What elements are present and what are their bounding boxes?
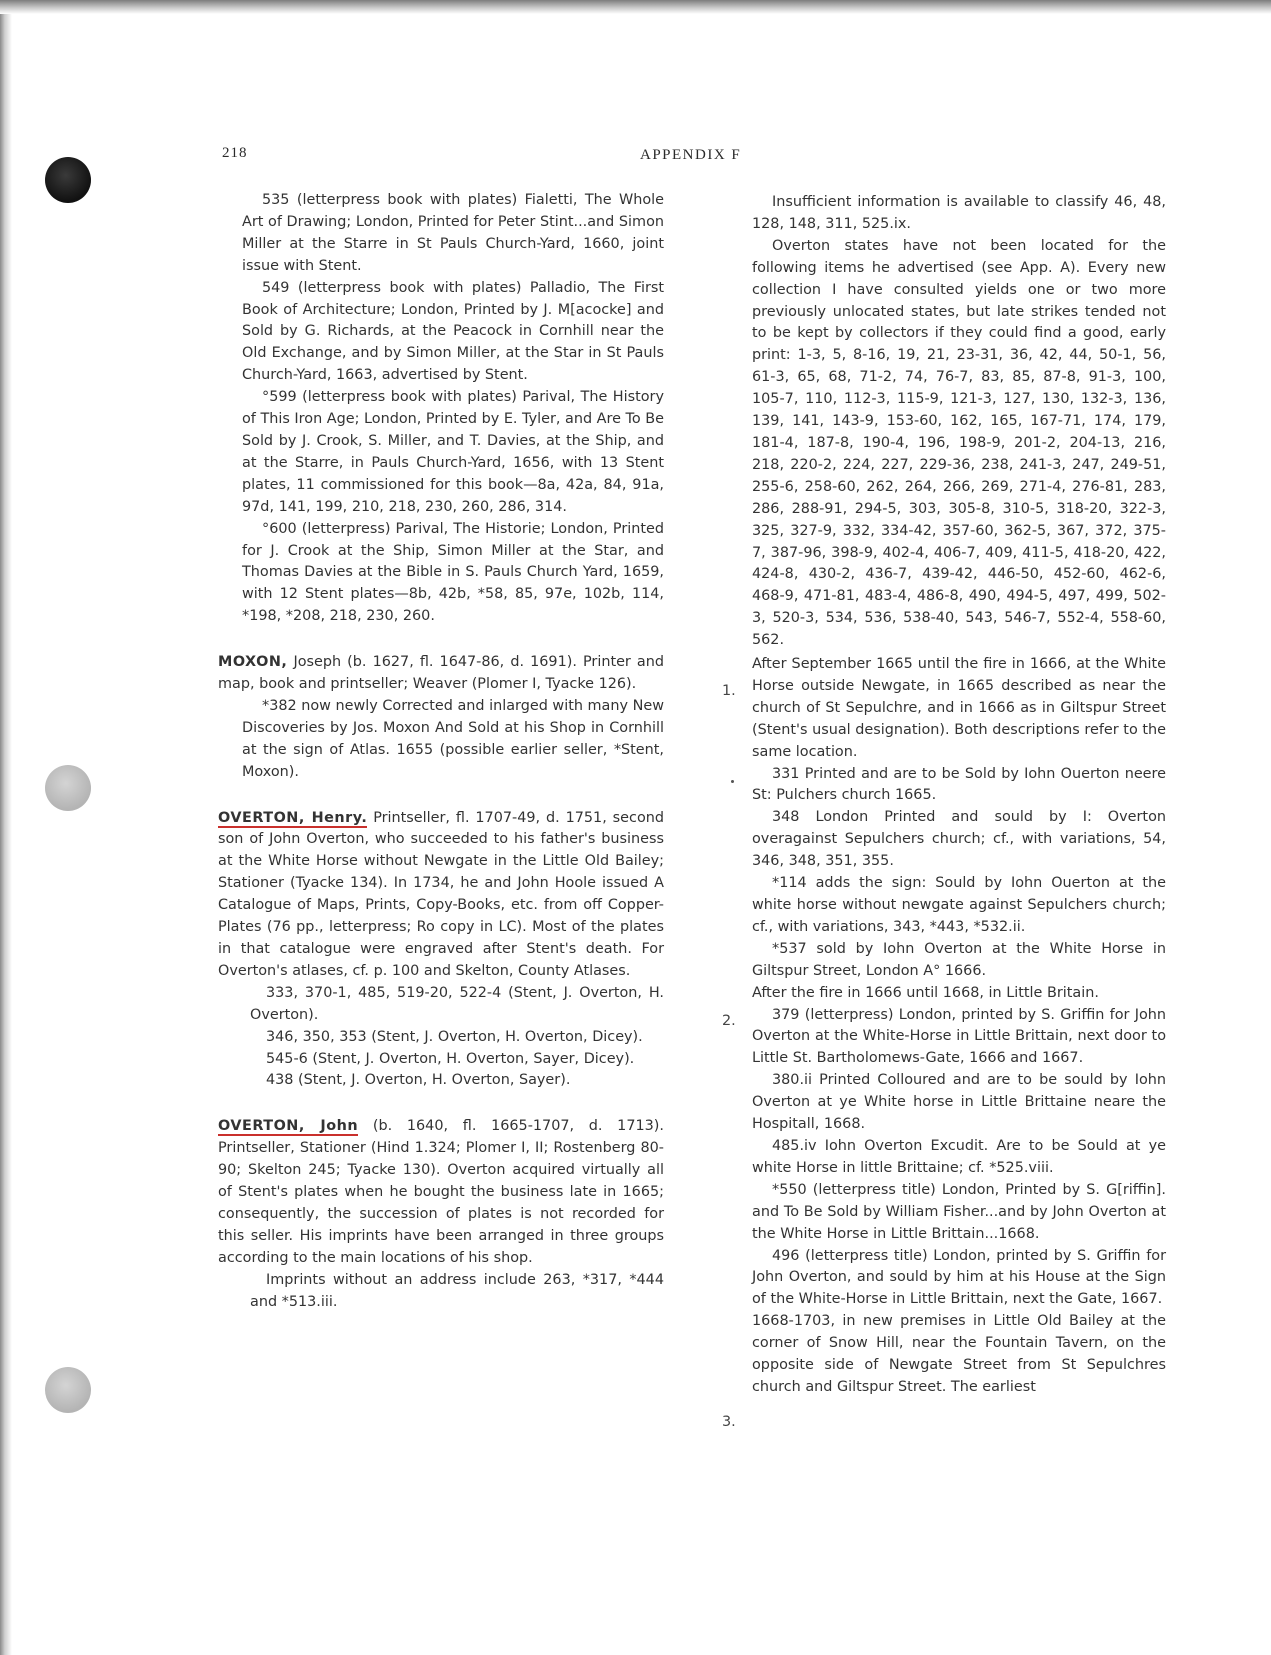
- running-title: APPENDIX F: [640, 147, 742, 163]
- entry-348: 348 London Printed and sould by I: Overton overagainst Sepulchers church; cf., with variations, 54, 346, 348, 351, 355.: [752, 809, 1166, 870]
- section-3-text: 1668-1703, in new premises in Little Old Bailey at the corner of Snow Hill, near the Fountain Tavern, on the opposite side of Newgate Street from St Sepulchres church and Giltspur Street. The earliest: [752, 1313, 1166, 1395]
- section-1-text: After September 1665 until the fire in 1666, at the White Horse outside Newgate, in 1665 described as near the church of St Sepulchre, and in 1666 as in Giltspur Street (Stent's usual designation). Both descriptions refer to the same location.: [752, 656, 1166, 760]
- section-2-text: After the fire in 1666 until 1668, in Little Britain.: [752, 984, 1099, 1001]
- henry-entry-1: 333, 370-1, 485, 519-20, 522-4 (Stent, J. Overton, H. Overton).: [250, 984, 664, 1023]
- entry-114: *114 adds the sign: Sould by Iohn Ouerton at the white horse without newgate against Sepulchers church; cf., with variations, 343, *443, *532.ii.: [752, 875, 1166, 935]
- entry-496: 496 (letterpress title) London, printed by S. Griffin for John Overton, and sould by him at his House at the Sign of the White-Horse in Little Brittain, next the Gate, 1667.: [752, 1247, 1166, 1308]
- entry-380: 380.ii Printed Colloured and are to be sould by Iohn Overton at ye White horse in Little Brittaine neare the Hospitall, 1668.: [752, 1072, 1166, 1133]
- unlocated-states-list: Overton states have not been located for the following items he advertised (see App. A). Every new collection I have consulted yields one or two more previously unlocated states, but late strikes tended not to be kept by collectors if they could find a good, early print: 1-3, 5, 8-16, 19, 21, 23-31, 36, 42, 44, 50-1, 56, 61-3, 65, 68, 71-2, 74, 76-7, 83, 85, 87-8, 91-3, 100, 105-7, 110, 112-3, 115-9, 121-3, 127, 130, 132-3, 136, 139, 141, 143-9, 153-60, 162, 165, 167-71, 174, 179, 181-4, 187-8, 190-4, 196, 198-9, 201-2, 204-13, 216, 218, 220-2, 224, 227, 229-36, 238, 241-3, 247, 249-51, 255-6, 258-60, 262, 264, 266, 269, 271-4, 276-81, 283, 286, 288-91, 294-5, 303, 305-8, 310-5, 318-20, 322-3, 325, 327-9, 332, 334-42, 357-60, 362-5, 367, 372, 375-7, 387-96, 398-9, 402-4, 406-7, 409, 411-5, 418-20, 422, 424-8, 430-2, 436-7, 439-42, 446-50, 452-60, 462-6, 468-9, 471-81, 483-4, 486-8, 490, 494-5, 497, 499, 502-3, 520-3, 534, 536, 538-40, 543, 546-7, 552-4, 558-60, 562.: [752, 237, 1166, 649]
- binder-hole-2: [45, 765, 91, 811]
- entry-599: °599 (letterpress book with plates) Parival, The History of This Iron Age; London, Printed by E. Tyler, and Are To Be Sold by J. Crook, S. Miller, and T. Davies, at the Ship, and at the Starre, in Pauls Church-Yard, 1656, with 13 Stent plates, 11 commissioned for this book—8a, 42a, 84, 91a, 97d, 141, 199, 210, 218, 230, 260, 286, 314.: [242, 389, 665, 515]
- right-column: [752, 192, 1166, 1399]
- henry-heading: OVERTON, Henry.: [218, 809, 368, 826]
- john-paragraph: OVERTON, John (b. 1640, fl. 1665-1707, d. 1713). Printseller, Stationer (Hind 1.324; Plomer I, II; Rostenberg 80-90; Skelton 245; Tyacke 130). Overton acquired virtually all of Stent's plates when he bought the business late in 1665; consequently, the succession of plates is not recorded for this seller. His imprints have been arranged in three groups according to the main locations of his shop.: [218, 1118, 664, 1266]
- entry-537: *537 sold by Iohn Overton at the White Horse in Giltspur Street, London A° 1666.: [752, 940, 1166, 979]
- entry-382: *382 now newly Corrected and inlarged with many New Discoveries by Jos. Moxon And Sold at his Shop in Cornhill at the sign of Atlas. 1655 (possible earlier seller, *Stent, Moxon).: [242, 697, 664, 780]
- entry-600: °600 (letterpress) Parival, The Historie; London, Printed for J. Crook at the Ship, Simon Miller at the Star, and Thomas Davies at the Bible in S. Pauls Church Yard, 1659, with 12 Stent plates—8b, 42b, *58, 85, 97e, 102b, 114, *198, *208, 218, 230, 260.: [242, 520, 664, 625]
- page-number: 218: [222, 145, 248, 161]
- scan-edge-top: [0, 0, 1271, 14]
- henry-entry-2: 346, 350, 353 (Stent, J. Overton, H. Overton, Dicey).: [266, 1028, 643, 1045]
- unclassified-note: Insufficient information is available to classify 46, 48, 128, 148, 311, 525.ix.: [752, 194, 1166, 232]
- binder-hole-1: [45, 157, 91, 203]
- john-entry-1: Imprints without an address include 263, *317, *444 and *513.iii.: [250, 1271, 664, 1310]
- entry-485: 485.iv Iohn Overton Excudit. Are to be Sould at ye white Horse in little Brittaine; cf. *525.viii.: [752, 1137, 1166, 1176]
- entry-379: 379 (letterpress) London, printed by S. Griffin for John Overton at the White-Horse in Little Brittain, next door to Little St. Bartholomews-Gate, 1666 and 1667.: [752, 1006, 1166, 1067]
- moxon-heading: MOXON,: [218, 654, 288, 671]
- entry-535: 535 (letterpress book with plates) Fialetti, The Whole Art of Drawing; London, Printed for Peter Stint...and Simon Miller at the Starre in St Pauls Church-Yard, 1660, joint issue with Stent.: [242, 192, 664, 274]
- henry-entry-3: 545-6 (Stent, J. Overton, H. Overton, Sayer, Dicey).: [266, 1050, 635, 1067]
- john-heading: OVERTON, John: [218, 1118, 359, 1135]
- binder-hole-3: [45, 1367, 91, 1413]
- section-number-1: 1.: [722, 683, 736, 699]
- henry-paragraph: OVERTON, Henry. Printseller, fl. 1707-49, d. 1751, second son of John Overton, who succeeded to his father's business at the White Horse without Newgate in the Little Old Bailey; Stationer (Tyacke 134). In 1734, he and John Hoole issued A Catalogue of Maps, Prints, Copy-Books, etc. from off Copper-Plates (76 pp., letterpress; Ro copy in LC). Most of the plates in that catalogue were engraved after Stent's death. For Overton's atlases, cf. p. 100 and Skelton, County Atlases.: [218, 809, 664, 979]
- section-number-3: 3.: [722, 1414, 736, 1430]
- entry-550: *550 (letterpress title) London, Printed by S. G[riffin]. and To Be Sold by William Fisher...and by John Overton at the White Horse in Little Brittain...1668.: [752, 1181, 1166, 1242]
- scan-speck: [731, 780, 734, 783]
- scan-edge-left: [0, 0, 12, 1655]
- entry-549: 549 (letterpress book with plates) Palladio, The First Book of Architecture; London, Printed by J. M[acocke] and Sold by G. Richards, at the Peacock in Cornhill near the Old Exchange, and by Simon Miller, at the Star in St Pauls Church-Yard, 1663, advertised by Stent.: [242, 279, 664, 384]
- entry-331: 331 Printed and are to be Sold by Iohn Ouerton neere St: Pulchers church 1665.: [752, 765, 1166, 804]
- left-column: [218, 190, 664, 1314]
- section-number-2: 2.: [722, 1013, 736, 1029]
- moxon-paragraph: MOXON, Joseph (b. 1627, fl. 1647-86, d. 1691). Printer and map, book and printseller; Weaver (Plomer I, Tyacke 126).: [218, 654, 664, 693]
- henry-entry-4: 438 (Stent, J. Overton, H. Overton, Sayer).: [266, 1072, 571, 1089]
